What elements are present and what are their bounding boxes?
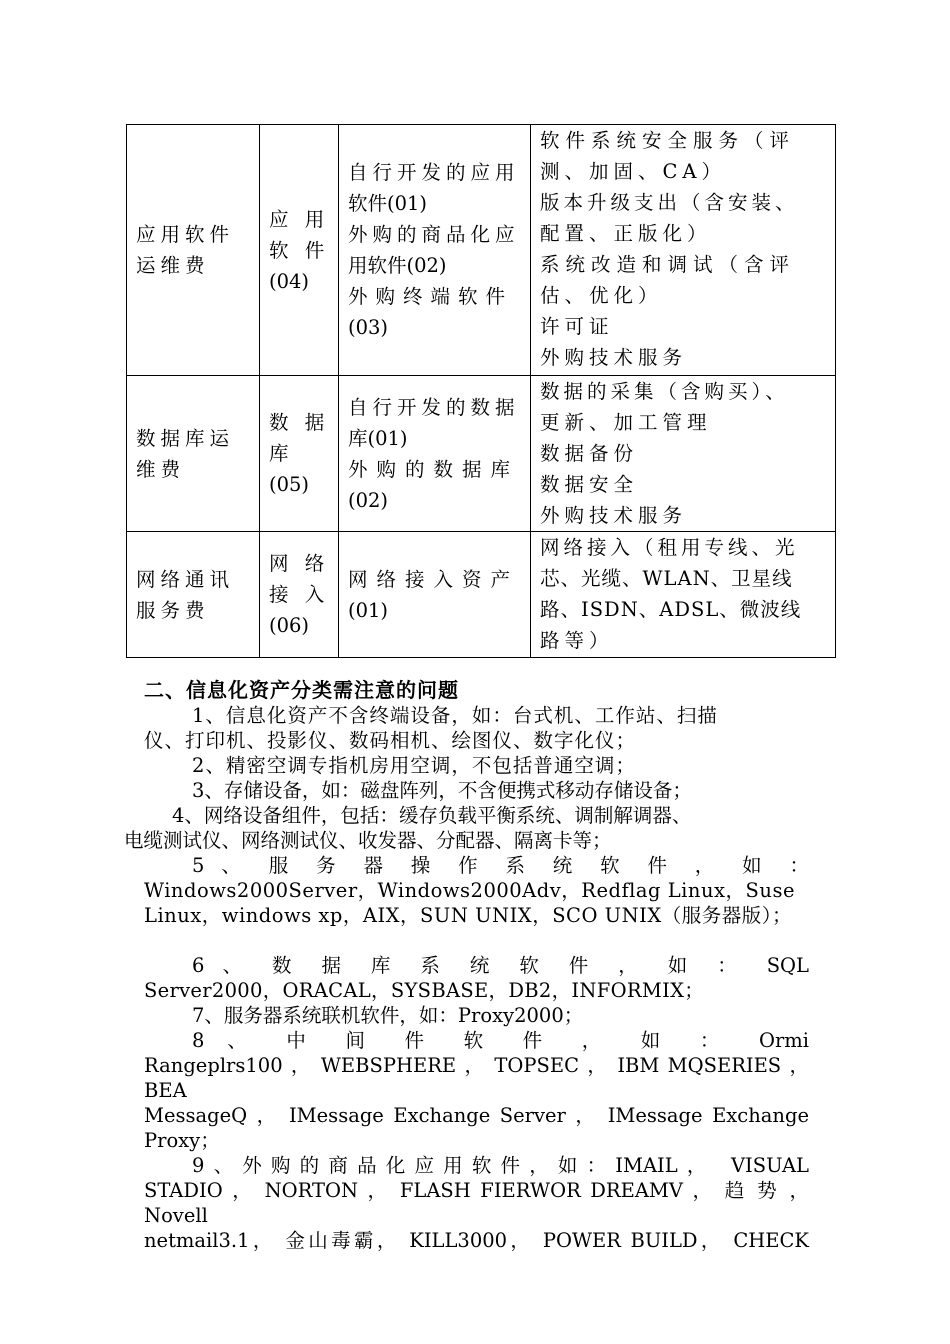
item-line: (03) [348, 316, 389, 339]
content-line: 软件系统安全服务（评 [540, 129, 796, 152]
type-line: 网 络 [269, 552, 330, 575]
note-line: 仪、打印机、投影仪、数码相机、绘图仪、数字化仪； [144, 729, 637, 752]
blank-line [144, 928, 809, 953]
note-line: 8 、 中 间 件 软 件 ， 如 ： Ormi [192, 1029, 809, 1052]
content-line: 路等） [540, 629, 614, 652]
type-line: 接 入 [269, 583, 330, 606]
note-line: 4、网络设备组件，包括：缓存负载平衡系统、调制解调器、 [172, 804, 692, 827]
item-line: 外购终端软件 [348, 285, 514, 308]
category-line: 应用软件 [136, 223, 235, 246]
note-line: 2、精密空调专指机房用空调，不包括普通空调； [192, 754, 636, 777]
category-cell [127, 376, 260, 532]
items-cell [339, 532, 531, 658]
content-line: 数据备份 [540, 442, 639, 465]
note-line: netmail3.1， 金山毒霸， KILL3000， POWER BUILD， CHECK [144, 1229, 809, 1252]
category-cell [127, 125, 260, 376]
type-cell [260, 125, 339, 376]
type-cell [260, 532, 339, 658]
content-line: 外购技术服务 [540, 504, 688, 527]
content-line: 更新、加工管理 [540, 411, 712, 434]
content-line: 版本升级支出（含安装、 [540, 191, 799, 214]
content-line: 估、优化） [540, 284, 663, 307]
note-line: Rangeplrs100 ， WEBSPHERE ， TOPSEC ， IBM MQSERIES ， BEA [144, 1054, 809, 1102]
content-line: 系统改造和调试（含评 [540, 253, 796, 276]
type-line: 数 据 [269, 411, 330, 434]
item-line: 自行开发的应用 [348, 161, 520, 184]
note-line: STADIO ， NORTON ， FLASH FIERWOR DREAMV ， 趋 势 ， Novell [144, 1179, 809, 1227]
note-line: 电缆测试仪、网络测试仪、收发器、分配器、隔离卡等； [124, 829, 612, 852]
section-heading: 二、信息化资产分类需注意的问题 [144, 678, 459, 702]
note-line: MessageQ ， IMessage Exchange Server ， IMessage Exchange [144, 1104, 809, 1127]
type-line: (04) [269, 269, 310, 293]
notes-section [124, 678, 809, 1253]
content-line: 数据的采集（含购买）、 [540, 380, 789, 403]
category-line: 运维费 [136, 254, 210, 277]
content-cell [531, 376, 836, 532]
item-line: (02) [348, 488, 389, 512]
item-line: 软件(01) [348, 192, 428, 215]
note-line: Linux，windows xp，AIX，SUN UNIX，SCO UNIX（服务器版）； [144, 904, 792, 927]
note-line: 1、信息化资产不含终端设备，如：台式机、工作站、扫描 [192, 704, 718, 727]
note-line: Windows2000Server，Windows2000Adv，Redflag Linux，Suse [144, 879, 795, 902]
asset-classification-table [126, 124, 836, 658]
content-line: 配置、正版化） [540, 222, 712, 245]
note-line: 7、服务器系统联机软件，如：Proxy2000； [192, 1004, 584, 1027]
content-cell [531, 125, 836, 376]
items-cell [339, 125, 531, 376]
type-line: 库 [269, 442, 294, 465]
content-line: 网络接入（租用专线、光 [540, 536, 799, 559]
table-row [127, 125, 836, 376]
category-line: 维费 [136, 457, 186, 481]
content-cell [531, 532, 836, 658]
item-line: 用软件(02) [348, 254, 447, 277]
note-line: 9、外购的商品化应用软件，如：IMAIL， VISUAL [192, 1154, 809, 1177]
item-line: 外购的数据库 [348, 457, 520, 481]
content-line: 数据安全 [540, 473, 639, 496]
type-line: (06) [269, 614, 310, 637]
type-line: 软 件 [269, 238, 330, 262]
content-line: 路、ISDN、ADSL、微波线 [540, 598, 802, 621]
table-row [127, 376, 836, 532]
type-line: 应 用 [269, 207, 330, 231]
note-line: 6 、 数 据 库 系 统 软 件 ， 如 ： SQL [192, 954, 809, 977]
type-line: (05) [269, 473, 310, 496]
note-line: 3、存储设备，如：磁盘阵列，不含便携式移动存储设备； [192, 779, 692, 802]
table-row [127, 532, 836, 658]
category-line: 网络通讯 [136, 567, 235, 591]
content-line: 许可证 [540, 315, 614, 338]
note-line: Server2000，ORACAL，SYSBASE，DB2，INFORMIX； [144, 979, 705, 1002]
note-line: 5 、 服 务 器 操 作 系 统 软 件 ， 如 ： [192, 854, 809, 877]
content-line: 芯、光缆、WLAN、卫星线 [540, 567, 793, 590]
content-line: 测、加固、CA） [540, 160, 727, 183]
category-line: 服务费 [136, 598, 210, 622]
content-line: 外购技术服务 [540, 346, 688, 369]
item-line: 网络接入资产 [348, 567, 520, 591]
category-cell [127, 532, 260, 658]
note-line: Proxy； [144, 1129, 220, 1152]
item-line: 库(01) [348, 426, 408, 450]
item-line: (01) [348, 598, 389, 622]
category-line: 数据库运 [136, 426, 235, 450]
items-cell [339, 376, 531, 532]
item-line: 自行开发的数据 [348, 395, 520, 419]
item-line: 外购的商品化应 [348, 223, 520, 246]
type-cell [260, 376, 339, 532]
